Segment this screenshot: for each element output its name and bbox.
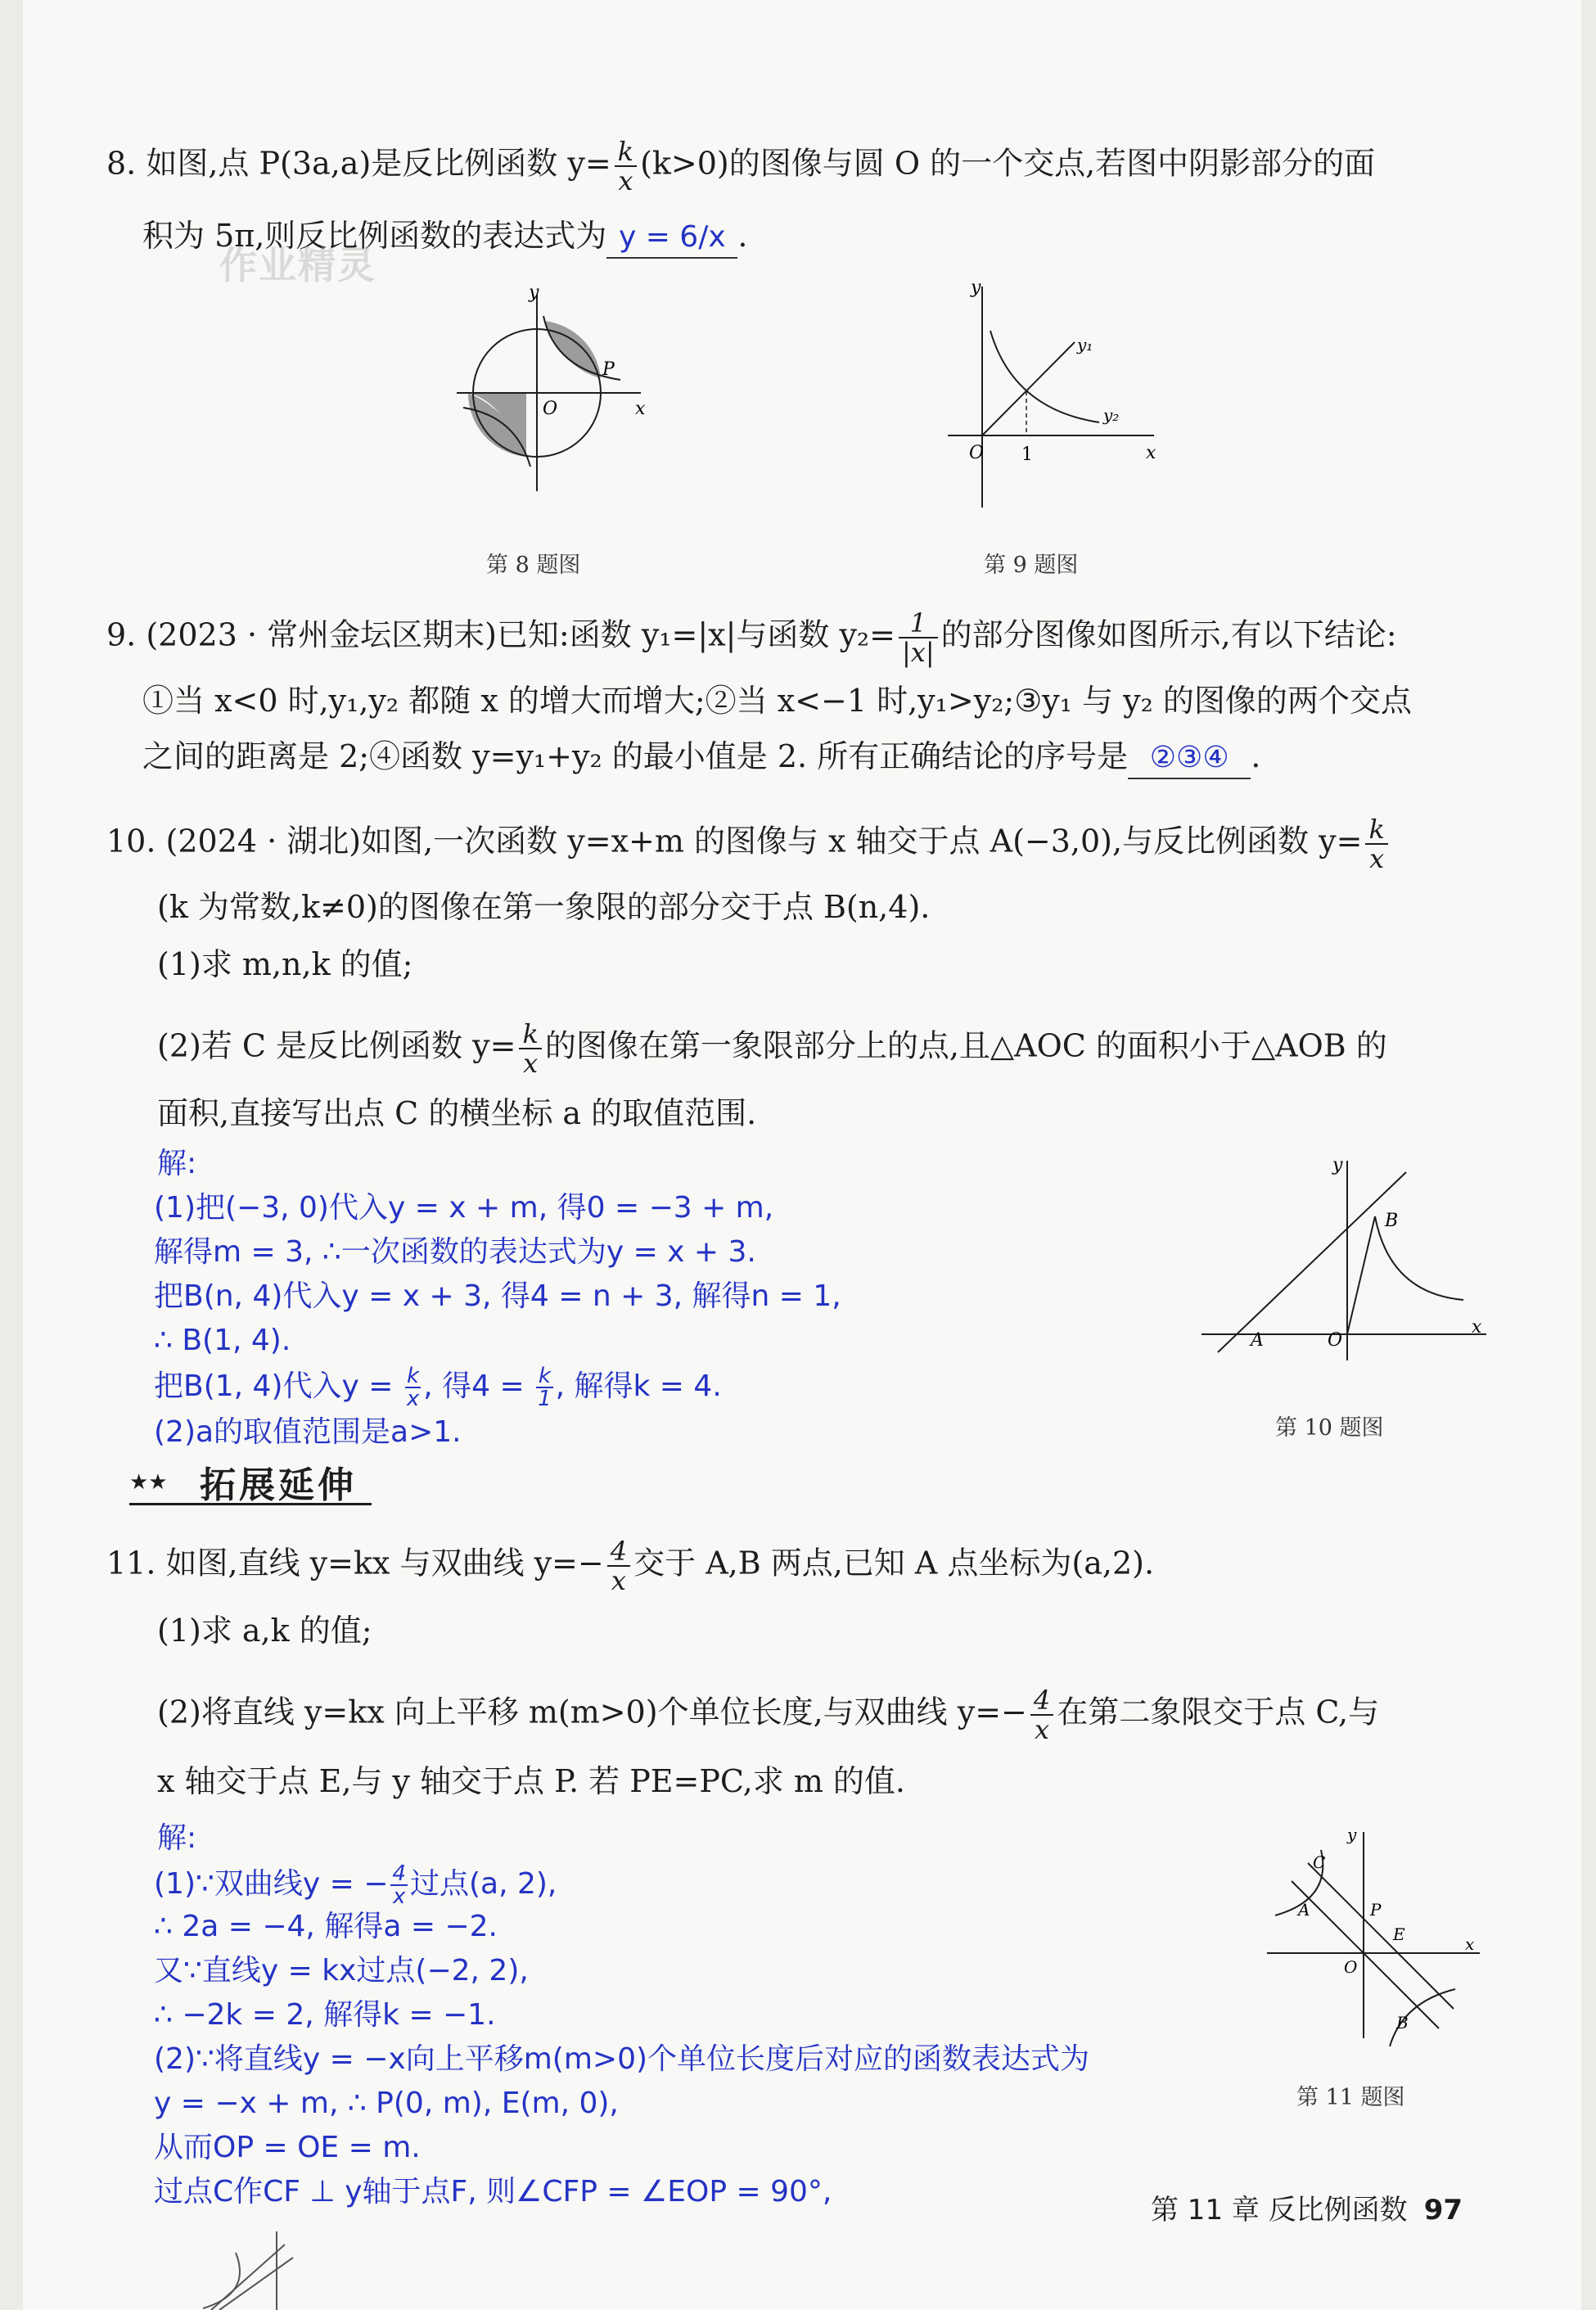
q8-answer: y = 6/x <box>618 220 726 254</box>
fig11-point-a-label: A <box>1298 1900 1310 1920</box>
q10-line4: (2)若 C 是反比例函数 y= $\frac{k}{x}$ 的图像在第一象限部分上的点,且△AOC 的面积小于△AOB 的 <box>157 1018 1387 1079</box>
fig8-circle-diagram <box>432 278 678 524</box>
q11-line3: (2)将直线 y=kx 向上平移 m(m>0)个单位长度,与双曲线 y=− $\frac{4}{x}$ 在第二象限交于点 C,与 <box>157 1685 1380 1745</box>
q9-answer: ②③④ <box>1149 741 1229 774</box>
star-icon: ★★ <box>129 1470 168 1495</box>
fig11-shifted-line <box>1308 1863 1454 2009</box>
q11-solution-line: 又∵直线y = kx过点(−2, 2), <box>154 1954 529 1987</box>
q11-fraction-4-over-x-2: $\frac{4}{x}$ <box>1030 1686 1053 1744</box>
fig9-y2-label: y₂ <box>1103 405 1120 425</box>
q11-solution-line: ∴ −2k = 2, 解得k = −1. <box>154 1998 496 2032</box>
fig11-x-label: x <box>1465 1934 1475 1954</box>
fig9-y1-label: y₁ <box>1077 335 1093 354</box>
fig8-shade-upper-right <box>544 321 601 378</box>
fig9-tick-1: 1 <box>1021 444 1033 465</box>
q10-solution-line: 解得m = 3, ∴一次函数的表达式为y = x + 3. <box>154 1235 756 1269</box>
partial-figure-bottom <box>187 2228 301 2310</box>
q11-line2: (1)求 a,k 的值; <box>157 1613 372 1649</box>
fig8-caption: 第 8 题图 <box>486 553 581 578</box>
q9-line1: 9. (2023 · 常州金坛区期末)已知:函数 y₁=|x|与函数 y₂= $\frac{1}{|x|}$ 的部分图像如图所示,有以下结论: <box>106 607 1397 668</box>
q11-fraction-4-over-x: $\frac{4}{x}$ <box>607 1537 630 1595</box>
fig10-y-label: y <box>1332 1155 1343 1175</box>
fig11-y-label: y <box>1347 1825 1357 1844</box>
fig11-origin-label: O <box>1344 1957 1358 1977</box>
page-number: 97 <box>1423 2194 1463 2227</box>
fig11-point-p-label: P <box>1370 1900 1382 1920</box>
q10-solution-line: ∴ B(1, 4). <box>154 1324 291 1357</box>
fig9-line-y1 <box>982 342 1075 435</box>
q11-solution-line: ∴ 2a = −4, 解得a = −2. <box>154 1910 498 1943</box>
q8-line2: 积为 5π,则反比例函数的表达式为 y = 6/x . <box>142 216 747 259</box>
q10-solution-line: 解: <box>157 1147 197 1180</box>
fig11-point-e-label: E <box>1393 1924 1405 1944</box>
q11-solution-line: 从而OP = OE = m. <box>154 2131 421 2164</box>
q10-solution-line: (1)把(−3, 0)代入y = x + m, 得0 = −3 + m, <box>154 1191 774 1225</box>
q11-solution-line: 解: <box>157 1821 197 1855</box>
q9-fraction: $\frac{1}{|x|}$ <box>899 609 938 666</box>
fig10-caption: 第 10 题图 <box>1275 1415 1384 1441</box>
fig11-point-c-label: C <box>1313 1852 1326 1872</box>
textbook-page <box>23 0 1581 2310</box>
fig10-point-b-label: B <box>1385 1211 1399 1231</box>
fig9-graph <box>931 270 1169 516</box>
watermark: 作业精灵 <box>219 243 376 287</box>
q8-line1: 8. 如图,点 P(3a,a)是反比例函数 y= $\frac{k}{x}$ (k>0)的图像与圆 O 的一个交点,若图中阴影部分的面 <box>106 136 1376 196</box>
fig8-point-p-label: P <box>602 359 615 380</box>
fig10-x-label: x <box>1472 1317 1482 1338</box>
fig11-graph <box>1242 1817 1488 2046</box>
q10-line3: (1)求 m,n,k 的值; <box>157 946 413 982</box>
q9-line2: ①当 x<0 时,y₁,y₂ 都随 x 的增大而增大;②当 x<−1 时,y₁>y₂;③y₁ 与 y₂ 的图像的两个交点 <box>142 683 1412 719</box>
q10-fraction-k-over-x: $\frac{k}{x}$ <box>1365 815 1387 873</box>
q10-solution-line: 把B(1, 4)代入y = $\frac{k}{x}$ , 得4 = $\frac{k}{1}$ , 解得k = 4. <box>154 1364 722 1411</box>
fig11-caption: 第 11 题图 <box>1296 2085 1405 2110</box>
fig9-origin-label: O <box>969 443 985 463</box>
q10-fraction-k-over-x-2: $\frac{k}{x}$ <box>519 1020 541 1077</box>
q8-answer-blank <box>606 216 737 259</box>
section-header <box>129 1455 372 1505</box>
fig8-x-label: x <box>635 399 646 419</box>
fig10-point-a-label: A <box>1251 1330 1264 1351</box>
fig9-x-label: x <box>1146 443 1156 463</box>
q9-line3: 之间的距离是 2;④函数 y=y₁+y₂ 的最小值是 2. 所有正确结论的序号是 ②③④ . <box>142 737 1260 779</box>
q10-line2: (k 为常数,k≠0)的图像在第一象限的部分交于点 B(n,4). <box>157 889 931 925</box>
fig8-origin-label: O <box>543 399 558 419</box>
fig9-y-label: y <box>971 277 981 298</box>
q10-line1: 10. (2024 · 湖北)如图,一次函数 y=x+m 的图像与 x 轴交于点 A(−3,0),与反比例函数 y= $\frac{k}{x}$ <box>106 815 1391 873</box>
q11-solution-line: 过点C作CF ⊥ y轴于点F, 则∠CFP = ∠EOP = 90°, <box>154 2175 832 2208</box>
q10-solution-line: (2)a的取值范围是a>1. <box>154 1415 462 1449</box>
fig10-graph <box>1193 1146 1504 1367</box>
chapter-title: 第 11 章 反比例函数 <box>1151 2194 1408 2227</box>
fig9-caption: 第 9 题图 <box>984 553 1079 578</box>
fig8-y-label: y <box>529 282 539 303</box>
page-footer <box>1151 2187 1463 2227</box>
fig10-segment-ob <box>1347 1216 1375 1334</box>
q11-line4: x 轴交于点 E,与 y 轴交于点 P. 若 PE=PC,求 m 的值. <box>157 1763 906 1799</box>
fig11-point-b-label: B <box>1396 2013 1409 2033</box>
q11-line1: 11. 如图,直线 y=kx 与双曲线 y=− $\frac{4}{x}$ 交于 A,B 两点,已知 A 点坐标为(a,2). <box>106 1536 1155 1596</box>
section-title: 拓展延伸 <box>200 1464 357 1506</box>
q11-solution-line: y = −x + m, ∴ P(0, m), E(m, 0), <box>154 2087 619 2120</box>
q10-solution-line: 把B(n, 4)代入y = x + 3, 得4 = n + 3, 解得n = 1, <box>154 1279 841 1313</box>
q11-solution-line: (2)∵将直线y = −x向上平移m(m>0)个单位长度后对应的函数表达式为 <box>154 2042 1090 2076</box>
fig10-line-y-x-m <box>1218 1172 1406 1352</box>
fig10-origin-label: O <box>1328 1330 1343 1351</box>
q11-solution-line: (1)∵双曲线y = − $\frac{4}{x}$ 过点(a, 2), <box>154 1861 557 1909</box>
q10-line5: 面积,直接写出点 C 的横坐标 a 的取值范围. <box>157 1095 757 1131</box>
q9-answer-blank <box>1128 737 1251 779</box>
q8-fraction-k-over-x: $\frac{k}{x}$ <box>615 138 637 195</box>
